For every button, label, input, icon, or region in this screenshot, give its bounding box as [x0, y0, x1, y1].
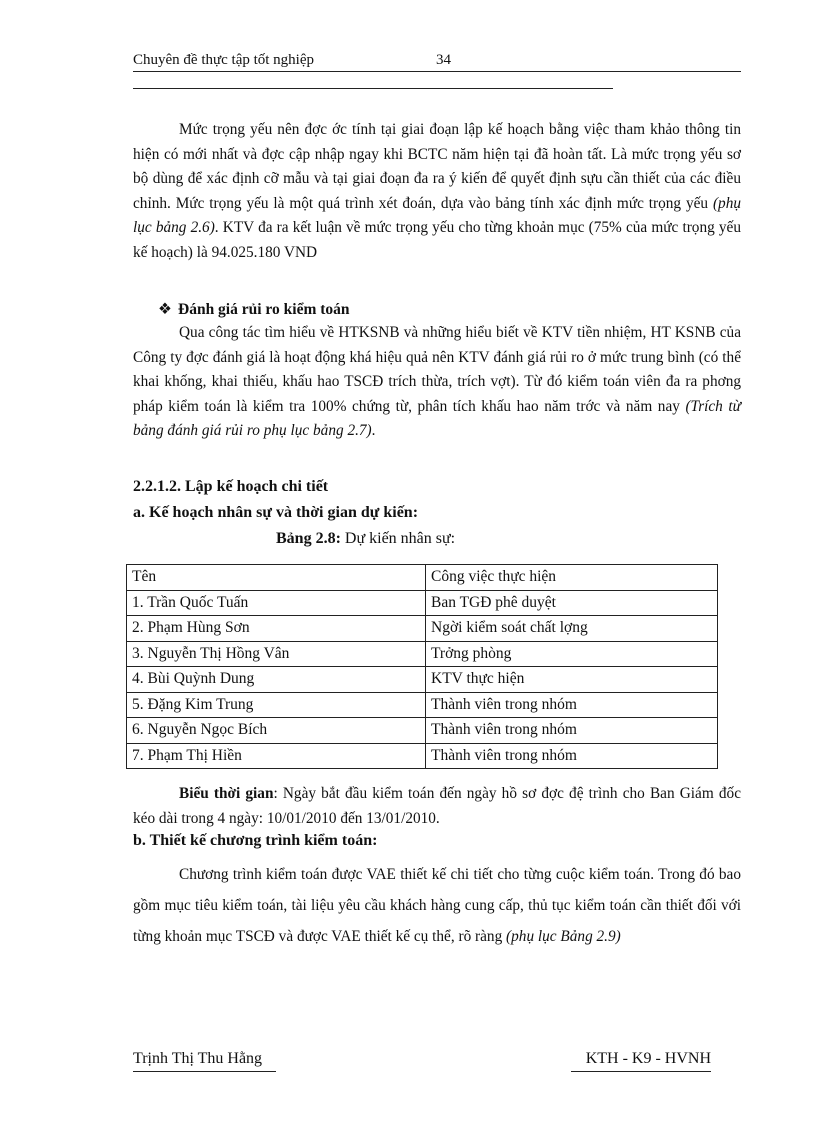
staff-table [126, 564, 718, 769]
table-row [127, 616, 718, 642]
header-rule [133, 71, 741, 72]
paragraph-risk [133, 321, 741, 444]
table-row [127, 692, 718, 718]
staff-task: Thành viên trong nhóm [426, 718, 718, 744]
table-caption [276, 530, 455, 548]
table-row [127, 641, 718, 667]
footer-underline-right [571, 1071, 711, 1072]
staff-name: 6. Nguyễn Ngọc Bích [127, 718, 426, 744]
paragraph-audit-program [133, 859, 741, 952]
staff-name: 5. Đặng Kim Trung [127, 692, 426, 718]
appendix-reference: (phụ lục bảng 2.6) [133, 194, 741, 236]
table-row [127, 743, 718, 769]
footer-class-code: KTH - K9 - HVNH [585, 1050, 711, 1067]
staff-task: Thành viên trong nhóm [426, 692, 718, 718]
caption-label: Bảng 2.8: [276, 530, 341, 547]
paragraph-text-end: . KTV đa ra kết luận về mức trọng yếu cho từng khoản mục (75% của mức trọng yếu kế hoạch) là 94.025.180 VND [133, 219, 741, 261]
paragraph-text: Mức trọng yếu nên đợc ớc tính tại giai đoạn lập kế hoạch bằng việc tham khảo thông tin hiện có mới nhất và đợc cập nhập ngay khi BCTC năm hiện tại đã hoàn tất. Là mức trọng yếu sơ bộ dùng để xác định cỡ mẫu và tại giai đoạn đa ra ý kiến để quyết định sựu cần thiết của các điều chỉnh. Mức trọng yếu là một quá trình xét đoán, dựa vào bảng tính xác định mức trọng yếu [133, 121, 741, 212]
staff-name: 3. Nguyễn Thị Hồng Vân [127, 641, 426, 667]
diamond-bullet-icon: ❖ [158, 301, 172, 318]
footer-author: Trịnh Thị Thu Hằng [133, 1050, 263, 1067]
paragraph-text-end: . [371, 422, 376, 439]
staff-task: Ngời kiểm soát chất lợng [426, 616, 718, 642]
column-header-name: Tên [127, 565, 426, 591]
staff-task: Trởng phòng [426, 641, 718, 667]
paragraph-text: Qua công tác tìm hiểu về HTKSNB và những hiểu biết về KTV tiền nhiệm, HT KSNB của Công ty đợc đánh giá là hoạt động khá hiệu quả nên KTV đánh giá rủi ro ở mức trung bình (có thể khai khống, khai thiếu, khấu hao TSCĐ trích thừa, trích vợt). Từ đó kiểm toán viên đa ra phơng pháp kiểm toán là kiểm tra 100% chứng từ, phân tích khấu hao năm trớc và năm nay [133, 324, 741, 415]
footer-underline-left [133, 1071, 276, 1072]
staff-task: Ban TGĐ phê duyệt [426, 590, 718, 616]
appendix-reference: (phụ lục Bảng 2.9) [506, 928, 621, 945]
schedule-label: Biểu thời gian [179, 785, 274, 802]
page-number: 34 [436, 52, 451, 68]
header-title: Chuyên đề thực tập tốt nghiệp [133, 52, 315, 68]
paragraph-schedule [133, 782, 741, 831]
subsection-heading-a: a. Kế hoạch nhân sự và thời gian dự kiến: [133, 504, 419, 521]
staff-name: 7. Phạm Thị Hiền [127, 743, 426, 769]
schedule-text: : Ngày bắt đầu kiểm toán đến ngày hồ sơ đợc đệ trình cho Ban Giám đốc kéo dài trong 4 ngày: 10/01/2010 đến 13/01/2010. [133, 785, 741, 827]
risk-assessment-heading [158, 300, 350, 319]
header-rule-short [133, 88, 613, 89]
staff-name: 2. Phạm Hùng Sơn [127, 616, 426, 642]
staff-task: KTV thực hiện [426, 667, 718, 693]
table-header-row [127, 565, 718, 591]
paragraph-materiality [133, 118, 741, 265]
caption-title: Dự kiến nhân sự: [340, 530, 456, 547]
table-row [127, 590, 718, 616]
paragraph-text: Chương trình kiểm toán được VAE thiết kế chi tiết cho từng cuộc kiểm toán. Trong đó bao gồm mục tiêu kiểm toán, tài liệu yêu cầu khách hàng cung cấp, thủ tục kiểm toán cần thiết đối với từng khoản mục TSCĐ và được VAE thiết kế cụ thể, rõ ràng [133, 866, 741, 945]
section-heading: 2.2.1.2. Lập kế hoạch chi tiết [133, 478, 329, 495]
table-row [127, 667, 718, 693]
table-row [127, 718, 718, 744]
staff-name: 4. Bùi Quỳnh Dung [127, 667, 426, 693]
subsection-heading-b: b. Thiết kế chương trình kiểm toán: [133, 832, 378, 849]
column-header-task: Công việc thực hiện [426, 565, 718, 591]
staff-task: Thành viên trong nhóm [426, 743, 718, 769]
staff-name: 1. Trần Quốc Tuấn [127, 590, 426, 616]
appendix-reference: (Trích từ bảng đánh giá rủi ro phụ lục bảng 2.7) [133, 397, 741, 439]
heading-text: Đánh giá rủi ro kiểm toán [178, 301, 350, 318]
